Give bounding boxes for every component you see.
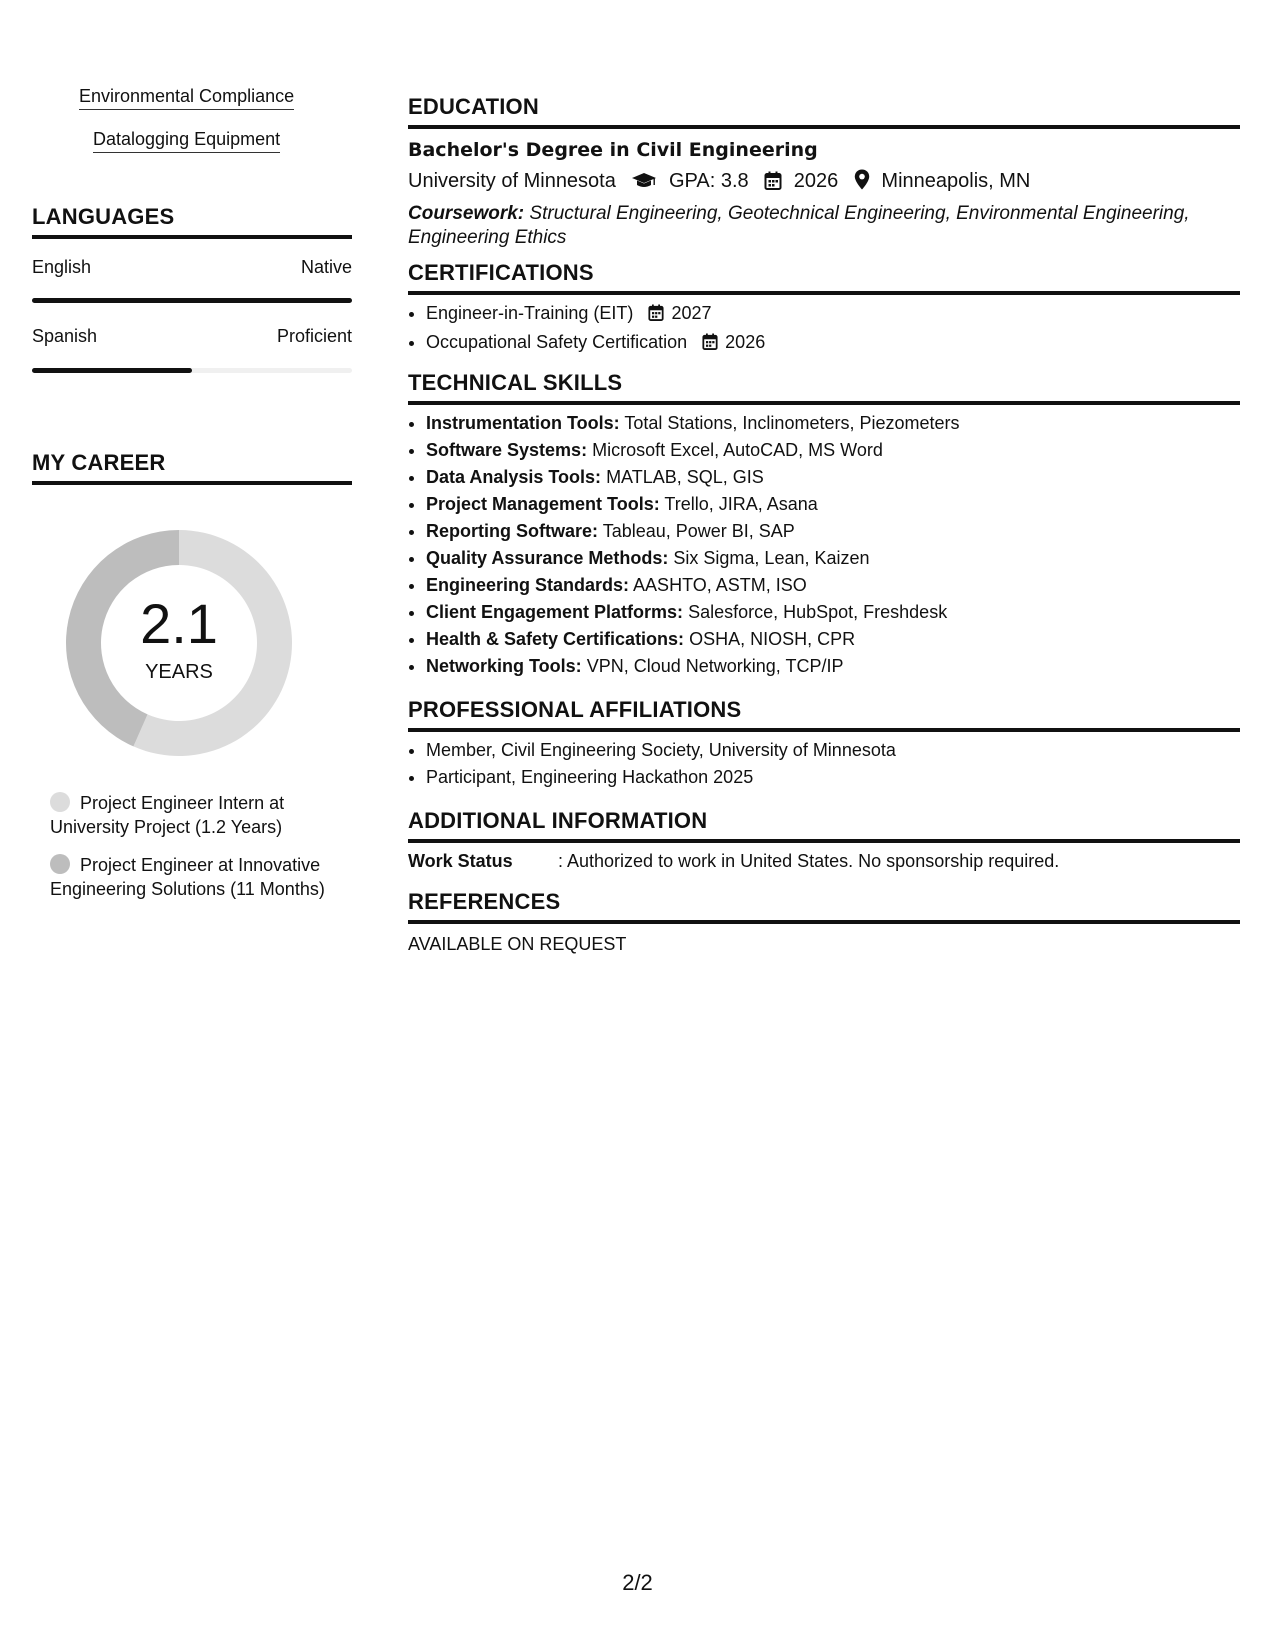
gpa: GPA: 3.8 [669, 170, 749, 192]
skill-value: Six Sigma, Lean, Kaizen [673, 548, 870, 568]
certifications-list [408, 300, 1240, 358]
language-level: Native [300, 257, 352, 277]
language-bar-fill [32, 298, 352, 303]
skill-label: Reporting Software: [426, 521, 599, 541]
degree-title: Bachelor's Degree in Civil Engineering [408, 139, 818, 161]
additional-info-section [408, 808, 1240, 872]
skill-item [426, 410, 1240, 437]
skill-item [426, 464, 1240, 491]
affiliations-list [408, 737, 1240, 791]
location: Minneapolis, MN [881, 170, 1031, 192]
affiliation-item: • Participant, Engineering Hackathon 2025 [426, 764, 1240, 791]
career-legend-item [50, 791, 350, 839]
legend-dot [50, 854, 70, 874]
references-section [408, 889, 1240, 955]
language-name: English [32, 257, 92, 277]
skill-item [426, 518, 1240, 545]
skill-item [426, 491, 1240, 518]
education-details [408, 169, 1240, 196]
skill-item [426, 653, 1240, 680]
skill-tag: Environmental Compliance [79, 86, 294, 110]
map-pin-icon [854, 169, 870, 196]
affiliations-section [408, 697, 1240, 791]
legend-dot [50, 792, 70, 812]
career-heading: MY CAREER [32, 450, 352, 485]
language-bar [32, 368, 352, 373]
calendar-icon [764, 171, 782, 196]
education-section [408, 94, 1240, 250]
certifications-section [408, 260, 1240, 358]
technical-skills-section [408, 370, 1240, 680]
graduation-year: 2026 [793, 170, 839, 192]
skill-value: Salesforce, HubSpot, Freshdesk [688, 602, 948, 622]
additional-info-heading: ADDITIONAL INFORMATION [408, 808, 1240, 843]
calendar-icon [648, 302, 664, 329]
career-legend-label: Project Engineer Intern at University Project (1.2 Years) [50, 793, 285, 837]
calendar-icon [702, 331, 718, 358]
skill-value: Trello, JIRA, Asana [664, 494, 818, 514]
work-status [408, 851, 1240, 872]
skill-item [426, 599, 1240, 626]
coursework-list: Structural Engineering, Geotechnical Engineering, Environmental Engineering, Engineering Ethics [408, 203, 1190, 248]
education-heading: EDUCATION [408, 94, 1240, 129]
skill-value: VPN, Cloud Networking, TCP/IP [586, 656, 844, 676]
skill-label: Networking Tools: [426, 656, 582, 676]
skill-label: Quality Assurance Methods: [426, 548, 669, 568]
school-name: University of Minnesota [408, 170, 616, 192]
certification-year: 2026 [725, 332, 766, 352]
coursework [408, 202, 1240, 250]
skill-item [426, 626, 1240, 653]
career-total-value: 2.1 [140, 592, 218, 655]
work-status-label: Work Status [408, 851, 513, 871]
certifications-heading: CERTIFICATIONS [408, 260, 1240, 295]
certification-name: Occupational Safety Certification [426, 332, 688, 352]
certification-year: 2027 [671, 303, 712, 323]
certification-item [426, 329, 1240, 358]
skill-label: Software Systems: [426, 440, 588, 460]
certification-name: Engineer-in-Training (EIT) [426, 303, 634, 323]
work-status-value: : Authorized to work in United States. No sponsorship required. [558, 851, 1060, 871]
skill-tag: Datalogging Equipment [93, 129, 280, 153]
affiliations-heading: PROFESSIONAL AFFILIATIONS [408, 697, 1240, 732]
career-section [32, 450, 352, 485]
skill-value: OSHA, NIOSH, CPR [689, 629, 856, 649]
skill-label: Instrumentation Tools: [426, 413, 620, 433]
skill-value: Tableau, Power BI, SAP [602, 521, 795, 541]
skill-item [426, 545, 1240, 572]
language-bar-fill [32, 368, 192, 373]
education-entry [408, 139, 1240, 250]
career-legend-label: Project Engineer at Innovative Engineering Solutions (11 Months) [50, 855, 325, 899]
skill-label: Health & Safety Certifications: [426, 629, 685, 649]
affiliation-item: • Member, Civil Engineering Society, University of Minnesota [426, 737, 1240, 764]
skill-item [426, 437, 1240, 464]
languages-section [32, 204, 352, 239]
skill-label: Project Management Tools: [426, 494, 660, 514]
skill-value: Microsoft Excel, AutoCAD, MS Word [592, 440, 883, 460]
language-bar [32, 298, 352, 303]
language-level: Proficient [276, 326, 352, 346]
page-number: 2/2 [622, 1570, 653, 1595]
technical-skills-heading: TECHNICAL SKILLS [408, 370, 1240, 405]
languages-heading: LANGUAGES [32, 204, 352, 239]
language-name: Spanish [32, 326, 98, 346]
coursework-label: Coursework: [408, 203, 525, 224]
certification-item [426, 300, 1240, 329]
skill-value: AASHTO, ASTM, ISO [633, 575, 807, 595]
skill-label: Data Analysis Tools: [426, 467, 602, 487]
skill-value: Total Stations, Inclinometers, Piezometers [624, 413, 960, 433]
career-donut-chart [66, 530, 292, 756]
technical-skills-list [408, 410, 1240, 680]
skill-label: Engineering Standards: [426, 575, 630, 595]
references-heading: REFERENCES [408, 889, 1240, 924]
skill-label: Client Engagement Platforms: [426, 602, 684, 622]
career-total-unit: YEARS [145, 661, 213, 683]
graduation-cap-icon [631, 172, 657, 196]
references-text: AVAILABLE ON REQUEST [408, 934, 627, 954]
skill-item [426, 572, 1240, 599]
skill-value: MATLAB, SQL, GIS [606, 467, 764, 487]
career-legend-item [50, 853, 350, 901]
